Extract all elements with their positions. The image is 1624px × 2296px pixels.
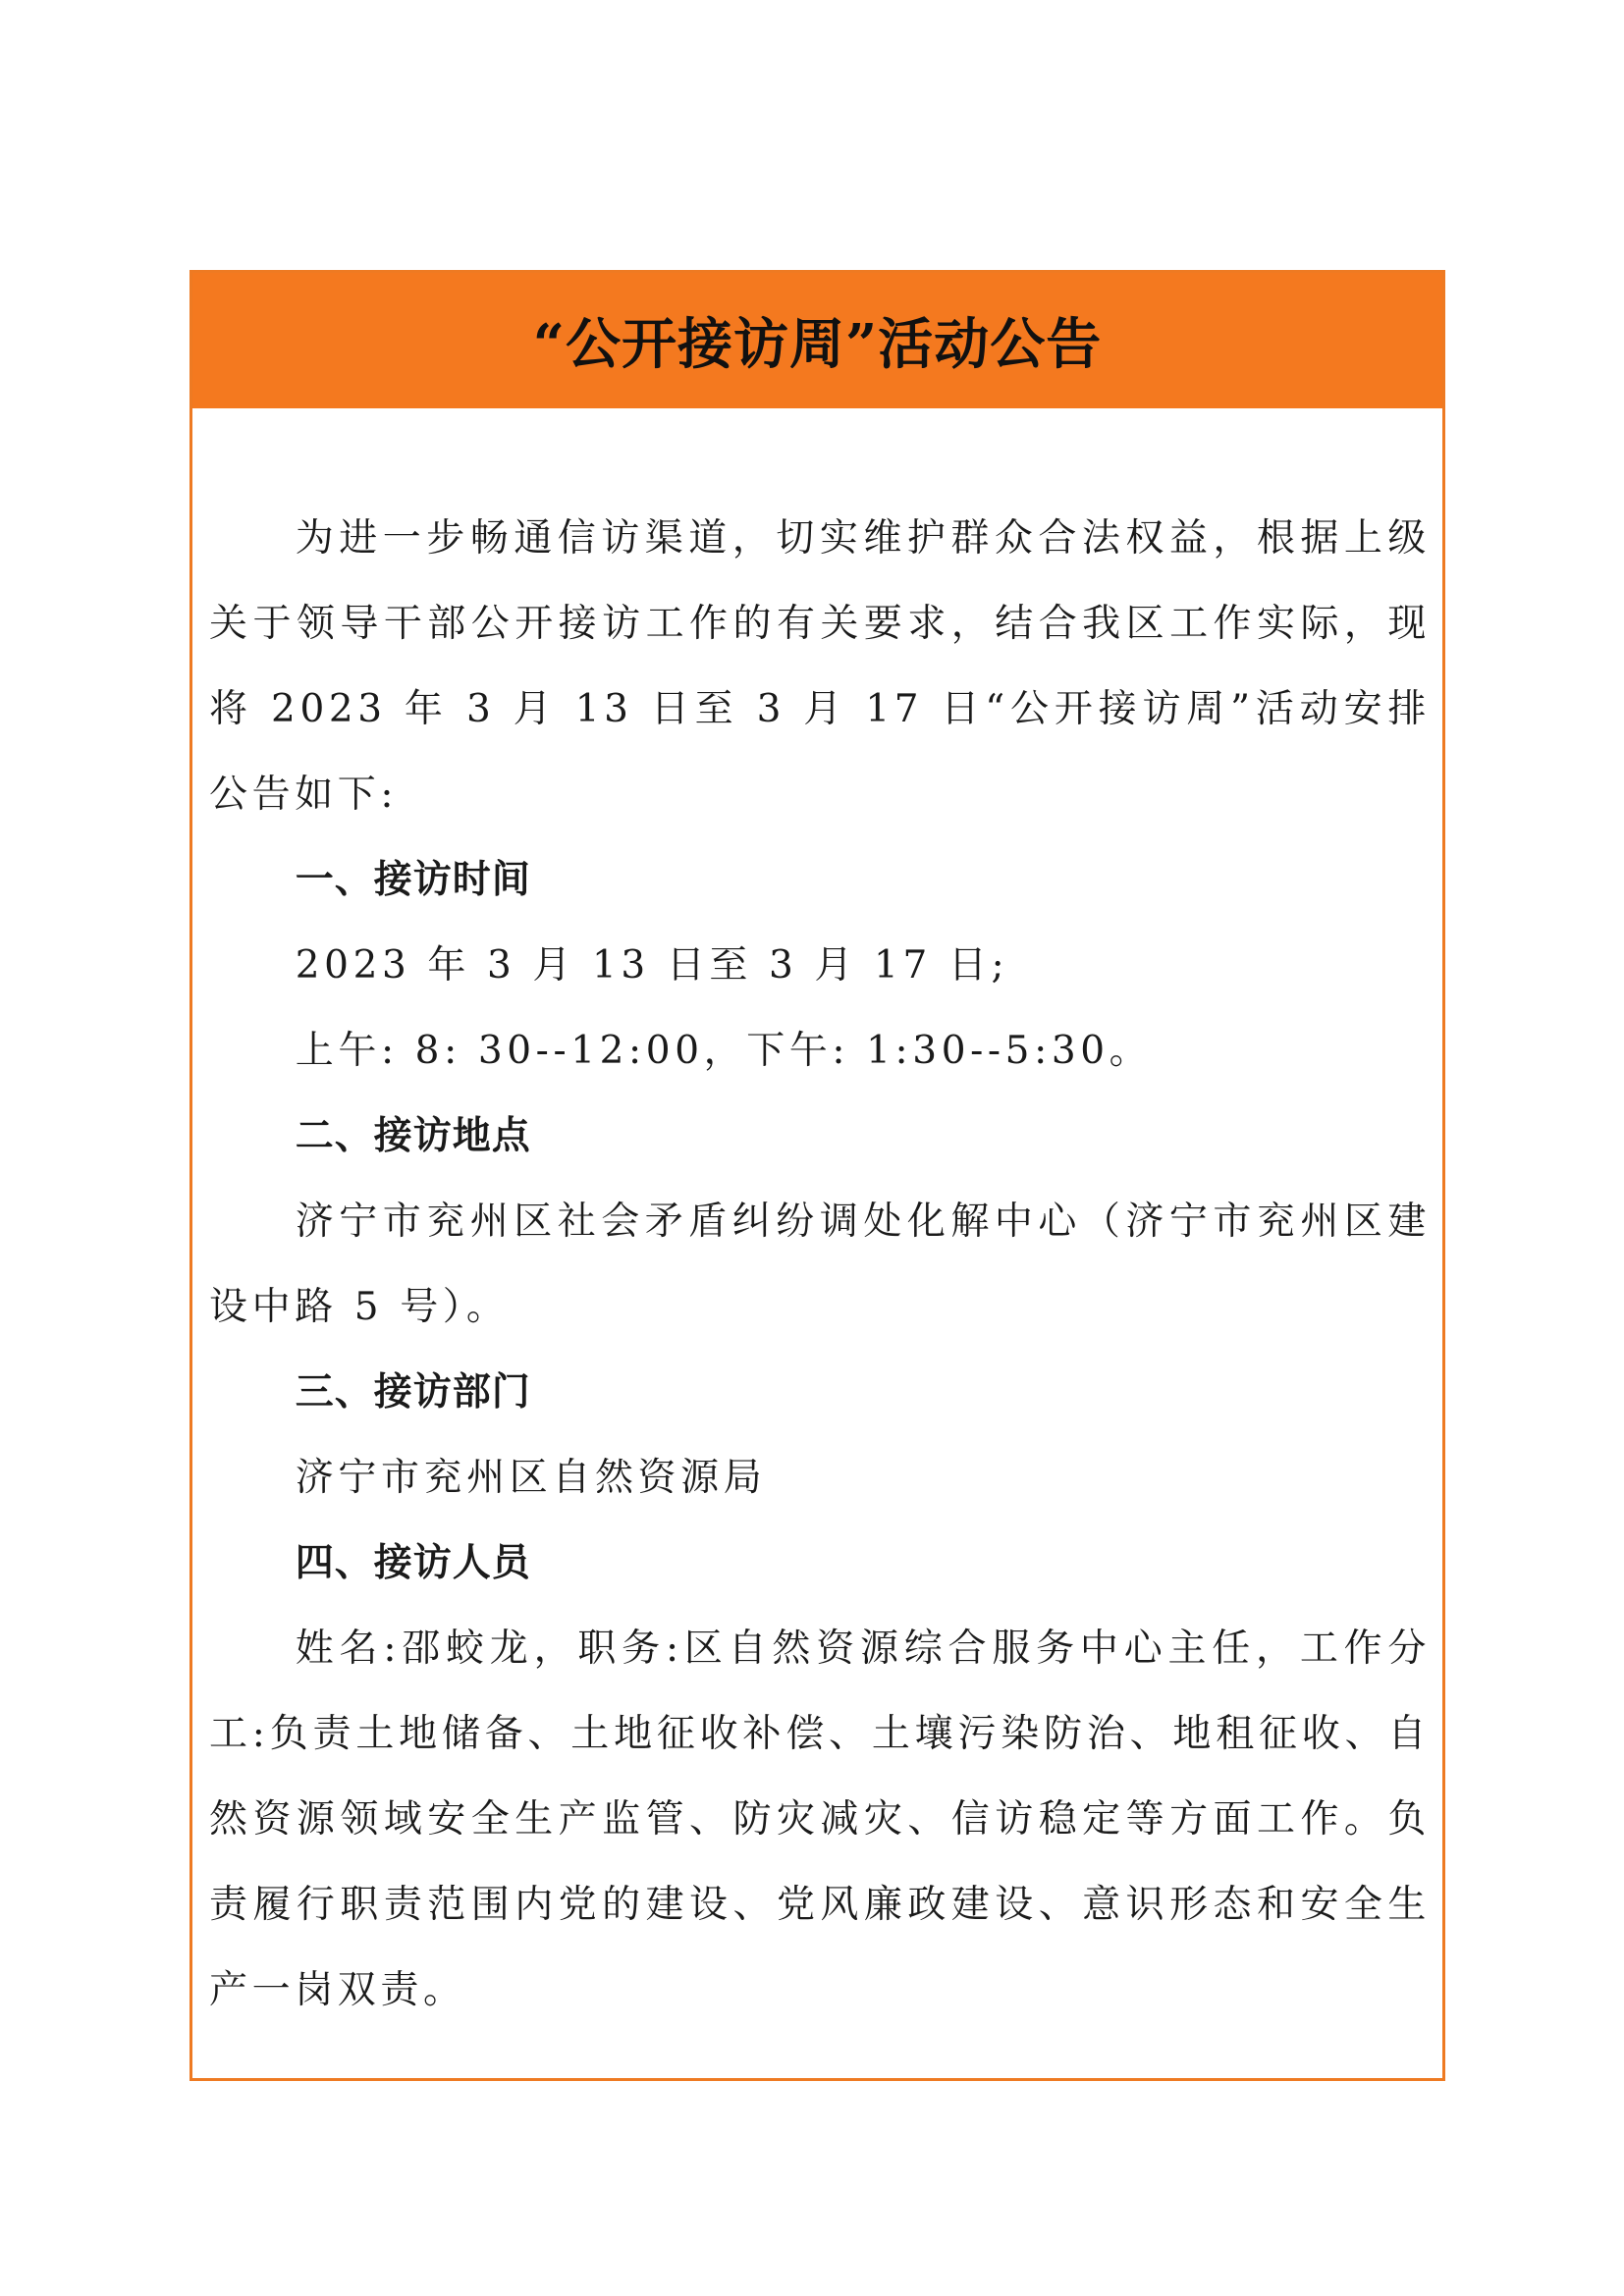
section-heading-time: 一、接访时间 — [295, 858, 531, 902]
notice-box — [189, 270, 1445, 2081]
intro-paragraph: 为进一步畅通信访渠道，切实维护群众合法权益，根据上级关于领导干部公开接访工作的有关要求，结合我区工作实际，现将 2023 年 3 月 13 日至 3 月 17 日“公开接访周”活动安排公告如下: — [209, 516, 1431, 817]
personnel-text: 姓名:邵蛟龙，职务:区自然资源综合服务中心主任，工作分工:负责土地储备、土地征收补偿、土壤污染防治、地租征收、自然资源领域安全生产监管、防灾减灾、信访稳定等方面工作。负责履行职责范围内党的建设、党风廉政建设、意识形态和安全生产一岗双责。 — [209, 1627, 1431, 2012]
section-heading-department: 三、接访部门 — [295, 1370, 531, 1415]
section-heading-location: 二、接访地点 — [295, 1114, 531, 1158]
time-dates: 2023 年 3 月 13 日至 3 月 17 日; — [295, 943, 1009, 988]
notice-header — [192, 273, 1442, 408]
section-heading-personnel: 四、接访人员 — [295, 1541, 531, 1585]
time-hours: 上午: 8: 30--12:00，下午: 1:30--5:30。 — [295, 1029, 1153, 1073]
department-text: 济宁市兖州区自然资源局 — [295, 1456, 767, 1500]
location-text: 济宁市兖州区社会矛盾纠纷调处化解中心（济宁市兖州区建设中路 5 号）。 — [209, 1200, 1431, 1329]
notice-body — [192, 408, 1444, 2033]
notice-title: “公开接访周”活动公告 — [532, 312, 1103, 377]
